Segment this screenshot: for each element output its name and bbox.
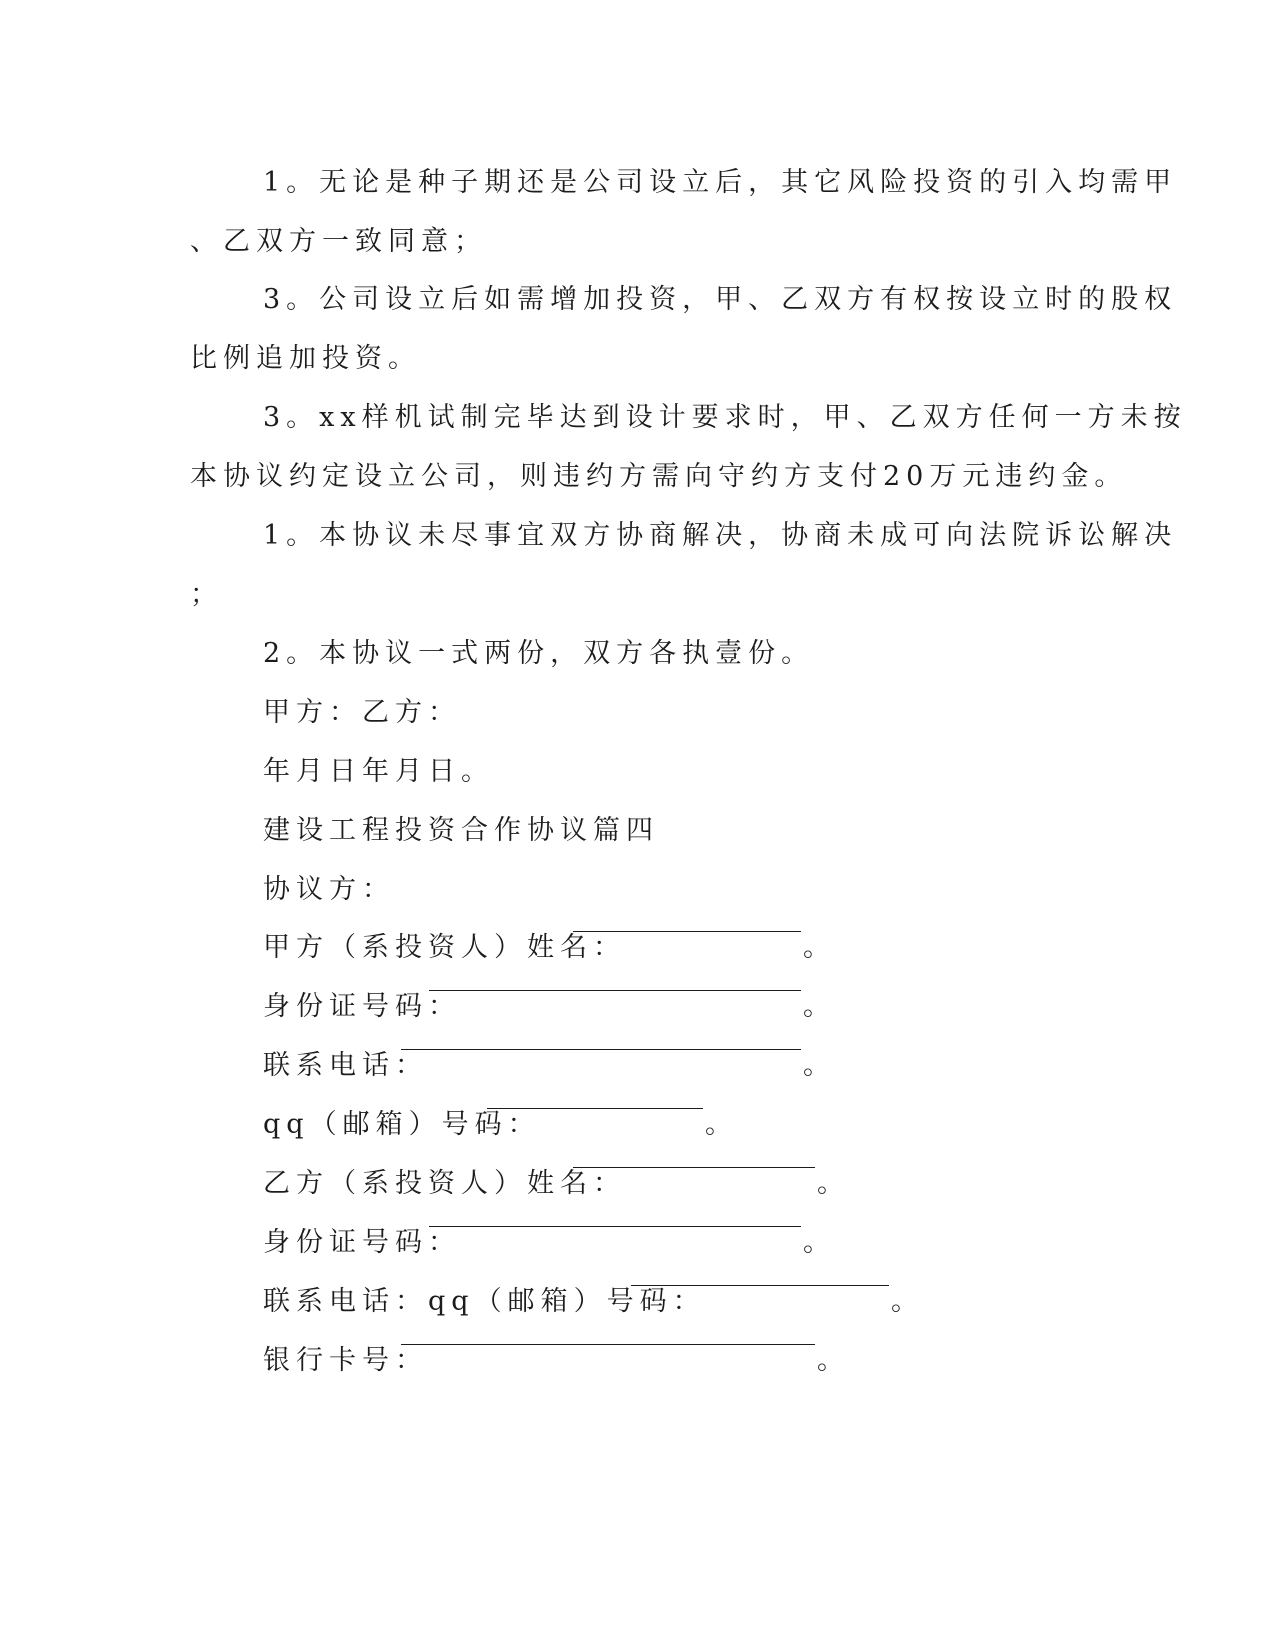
end-mark: 。 bbox=[705, 1109, 738, 1140]
party-b-name-row bbox=[0, 1167, 1275, 1227]
party-a-id-label: 身份证号码： bbox=[263, 991, 461, 1022]
party-b-phone-qq-row bbox=[0, 1285, 1275, 1345]
clause-text: 1。本协议未尽事宜双方协商解决，协商未成可向法院诉讼解决 bbox=[263, 520, 1178, 551]
signature-parties-text: 甲方：乙方： bbox=[263, 697, 461, 728]
party-b-name-label: 乙方（系投资人）姓名： bbox=[263, 1168, 626, 1199]
clause-text: 比例追加投资。 bbox=[190, 343, 421, 374]
party-b-bank-row bbox=[0, 1344, 1275, 1404]
party-a-qq-field[interactable] bbox=[487, 1108, 703, 1109]
party-b-phone-qq-field[interactable] bbox=[631, 1285, 889, 1286]
clause-2-line-2 bbox=[0, 342, 1275, 402]
clause-text: 、乙双方一致同意； bbox=[190, 226, 487, 257]
party-a-name-label: 甲方（系投资人）姓名： bbox=[263, 932, 626, 963]
end-mark: 。 bbox=[803, 1050, 836, 1081]
party-a-phone-label: 联系电话： bbox=[263, 1050, 428, 1081]
section-title bbox=[0, 814, 1275, 874]
party-a-qq-label: qq（邮箱）号码： bbox=[263, 1109, 541, 1140]
party-b-phone-qq-label: 联系电话：qq（邮箱）号码： bbox=[263, 1286, 706, 1317]
party-a-name-field[interactable] bbox=[573, 931, 801, 932]
end-mark: 。 bbox=[891, 1286, 924, 1317]
end-mark: 。 bbox=[803, 1227, 836, 1258]
party-a-id-row bbox=[0, 990, 1275, 1050]
party-a-name-row bbox=[0, 931, 1275, 991]
party-b-bank-label: 银行卡号： bbox=[263, 1345, 428, 1376]
party-a-qq-row bbox=[0, 1108, 1275, 1168]
party-b-id-label: 身份证号码： bbox=[263, 1227, 461, 1258]
end-mark: 。 bbox=[803, 932, 836, 963]
party-b-name-field[interactable] bbox=[573, 1167, 815, 1168]
clause-4-line-2 bbox=[0, 578, 1275, 638]
parties-label bbox=[0, 873, 1275, 933]
clause-1-line-2 bbox=[0, 225, 1275, 285]
party-a-id-field[interactable] bbox=[429, 990, 801, 991]
signature-dates-text: 年月日年月日。 bbox=[263, 756, 494, 787]
clause-1-line-1 bbox=[0, 166, 1275, 226]
clause-text: 3。公司设立后如需增加投资，甲、乙双方有权按设立时的股权 bbox=[263, 284, 1178, 315]
clause-text: 本协议约定设立公司，则违约方需向守约方支付20万元违约金。 bbox=[190, 461, 1128, 492]
end-mark: 。 bbox=[817, 1168, 850, 1199]
party-a-phone-field[interactable] bbox=[401, 1049, 801, 1050]
clause-text: ； bbox=[190, 579, 223, 610]
party-b-bank-field[interactable] bbox=[401, 1344, 815, 1345]
party-b-id-row bbox=[0, 1226, 1275, 1286]
signature-dates bbox=[0, 755, 1275, 815]
clause-2-line-1 bbox=[0, 283, 1275, 343]
clause-3-line-1 bbox=[0, 401, 1275, 461]
clause-text: 2。本协议一式两份，双方各执壹份。 bbox=[263, 638, 815, 669]
section-title-text: 建设工程投资合作协议篇四 bbox=[263, 815, 659, 846]
clause-5-line-1 bbox=[0, 637, 1275, 697]
parties-label-text: 协议方： bbox=[263, 874, 395, 905]
party-a-phone-row bbox=[0, 1049, 1275, 1109]
clause-4-line-1 bbox=[0, 519, 1275, 579]
party-b-id-field[interactable] bbox=[429, 1226, 801, 1227]
end-mark: 。 bbox=[817, 1345, 850, 1376]
clause-3-line-2 bbox=[0, 460, 1275, 520]
signature-parties bbox=[0, 696, 1275, 756]
clause-text: 3。xx样机试制完毕达到设计要求时，甲、乙双方任何一方未按 bbox=[263, 402, 1187, 433]
clause-text: 1。无论是种子期还是公司设立后，其它风险投资的引入均需甲 bbox=[263, 167, 1178, 198]
end-mark: 。 bbox=[803, 991, 836, 1022]
